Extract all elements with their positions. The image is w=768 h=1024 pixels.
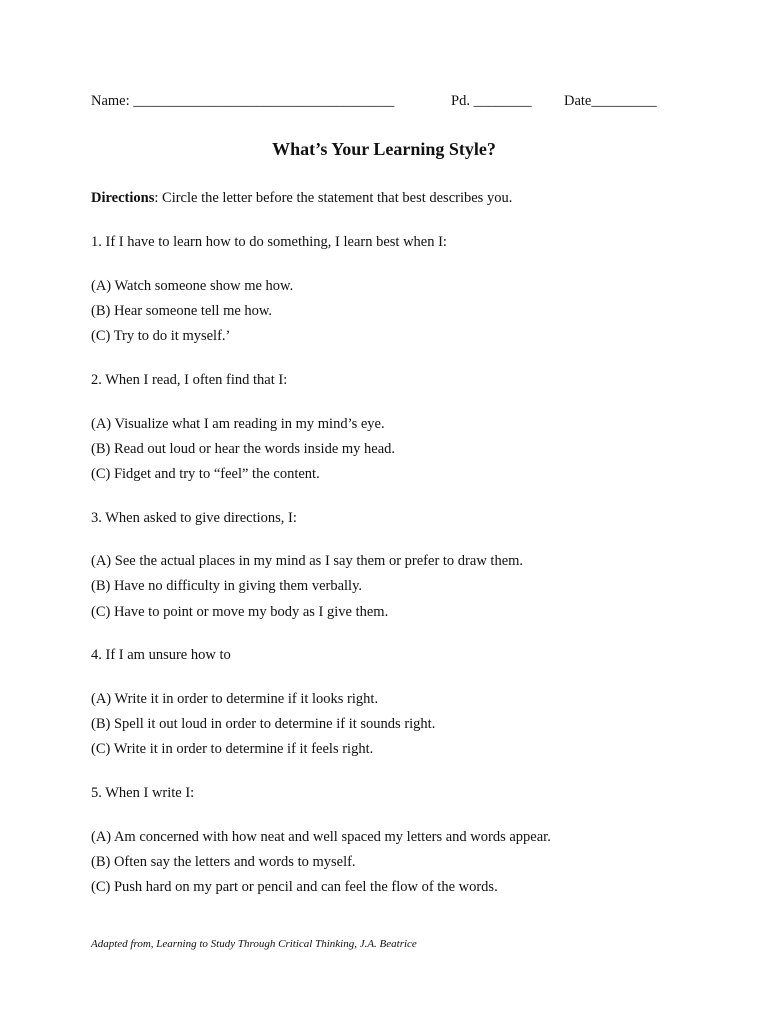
question-2-option-a[interactable]: (A) Visualize what I am reading in my mind’s eye.: [91, 416, 385, 432]
question-1-option-c[interactable]: (C) Try to do it myself.’: [91, 328, 231, 344]
directions: [91, 190, 512, 207]
directions-text: : Circle the letter before the statement that best describes you.: [154, 190, 513, 206]
question-4-option-a[interactable]: (A) Write it in order to determine if it looks right.: [91, 691, 379, 707]
question-5-option-b[interactable]: (B) Often say the letters and words to myself.: [91, 854, 356, 870]
question-5-option-a[interactable]: (A) Am concerned with how neat and well spaced my letters and words appear.: [91, 829, 551, 845]
question-2-option-c[interactable]: (C) Fidget and try to “feel” the content.: [91, 466, 320, 482]
question-2-option-b[interactable]: (B) Read out loud or hear the words inside my head.: [91, 441, 396, 457]
question-1-option-b[interactable]: (B) Hear someone tell me how.: [91, 303, 273, 319]
date-field[interactable]: Date_________: [564, 93, 657, 109]
question-1-option-a[interactable]: (A) Watch someone show me how.: [91, 278, 294, 294]
question-3-option-c[interactable]: (C) Have to point or move my body as I give them.: [91, 604, 389, 620]
directions-label: Directions: [91, 190, 155, 206]
question-3-prompt: 3. When asked to give directions, I:: [91, 510, 297, 526]
page-title: What’s Your Learning Style?: [272, 139, 496, 159]
question-4-option-c[interactable]: (C) Write it in order to determine if it feels right.: [91, 741, 374, 757]
question-2-prompt: 2. When I read, I often find that I:: [91, 372, 288, 388]
name-field[interactable]: Name: ____________________________________: [91, 93, 395, 109]
question-3-option-b[interactable]: (B) Have no difficulty in giving them verbally.: [91, 578, 363, 594]
question-4-prompt: 4. If I am unsure how to: [91, 647, 231, 663]
question-3-option-a[interactable]: (A) See the actual places in my mind as I say them or prefer to draw them.: [91, 553, 524, 569]
header-fields: [91, 93, 691, 113]
source-citation: Adapted from, Learning to Study Through Critical Thinking, J.A. Beatrice: [91, 938, 417, 950]
question-5-prompt: 5. When I write I:: [91, 785, 195, 801]
period-field[interactable]: Pd. ________: [451, 93, 532, 109]
question-4-option-b[interactable]: (B) Spell it out loud in order to determine if it sounds right.: [91, 716, 436, 732]
question-5-option-c[interactable]: (C) Push hard on my part or pencil and can feel the flow of the words.: [91, 879, 498, 895]
question-1-prompt: 1. If I have to learn how to do something, I learn best when I:: [91, 234, 447, 250]
